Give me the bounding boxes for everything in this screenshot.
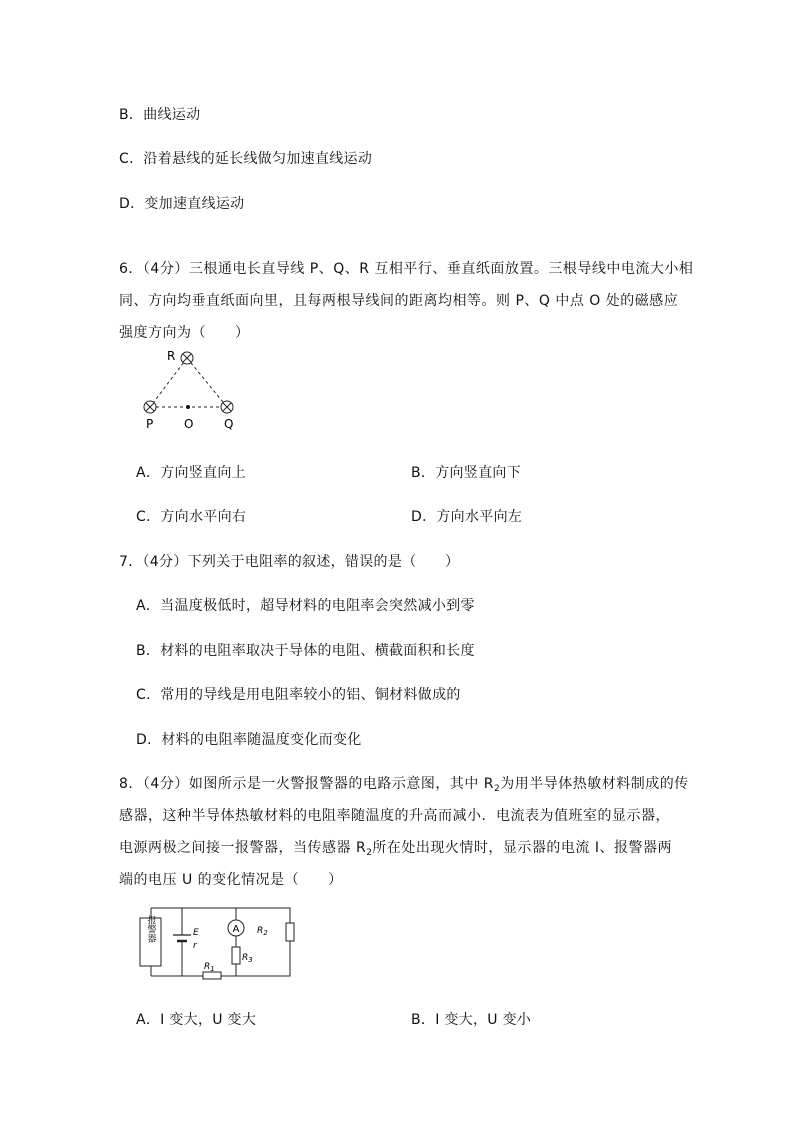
q8-stem-line-1: 8．（4分）如图所示是一火警报警器的电路示意图，其中 $R_2$为用半导体热敏材料制成的传 xyxy=(119,776,689,794)
q8-option-a: A．I 变大，U 变大 xyxy=(136,1012,257,1028)
q6-option-c: C．方向水平向右 xyxy=(136,509,247,525)
label-e: E xyxy=(193,928,199,938)
q8-circuit-diagram xyxy=(130,903,300,988)
rq-dashed-line xyxy=(187,358,227,407)
wire-q-into-page-icon xyxy=(221,401,233,413)
wire-p-into-page-icon xyxy=(144,401,156,413)
q8-stem-line-2: 感器，这种半导体热敏材料的电阻率随温度的升高而减小．电流表为值班室的显示器， xyxy=(119,808,670,824)
q6-option-d: D．方向水平向左 xyxy=(411,509,523,525)
q6-stem-line-2: 同、方向均垂直纸面向里，且每两根导线间的距离均相等。则 P、Q 中点 O 处的磁感应 xyxy=(119,293,679,309)
label-ammeter: A xyxy=(232,924,240,935)
point-o-dot xyxy=(186,405,190,409)
q6-option-a: A．方向竖直向上 xyxy=(136,465,246,481)
label-q: Q xyxy=(224,417,234,431)
resistor-r1 xyxy=(203,972,221,979)
resistor-r3 xyxy=(232,947,240,964)
resistor-r2 xyxy=(286,923,294,941)
label-o: O xyxy=(184,417,194,431)
q8-stem-line-4: 端的电压 U 的变化情况是（ ） xyxy=(119,872,343,888)
q7-option-a: A．当温度极低时，超导材料的电阻率会突然减小到零 xyxy=(136,598,475,614)
q7-option-b: B．材料的电阻率取决于导体的电阻、横截面积和长度 xyxy=(136,643,475,659)
q8-option-b: B．I 变大，U 变小 xyxy=(411,1012,532,1028)
q6-stem xyxy=(119,253,694,349)
q5-option-b: B．曲线运动 xyxy=(119,107,201,123)
q6-option-b: B．方向竖直向下 xyxy=(411,465,522,481)
label-r: R xyxy=(167,349,176,363)
q5-option-d: D．变加速直线运动 xyxy=(119,196,245,212)
q7-option-d: D．材料的电阻率随温度变化而变化 xyxy=(136,732,362,748)
label-p: P xyxy=(146,417,154,431)
q6-stem-line-3: 强度方向为（ ） xyxy=(119,325,250,341)
label-r-internal: r xyxy=(193,941,197,951)
q7-stem: 7．（4分）下列关于电阻率的叙述，错误的是（ ） xyxy=(119,554,460,570)
q6-wire-diagram xyxy=(130,340,260,435)
q8-stem xyxy=(119,768,689,896)
wire-r-into-page-icon xyxy=(181,352,193,364)
q6-stem-line-1: 6．（4分）三根通电长直导线 P、Q、R 互相平行、垂直纸面放置。三根导线中电流大小相 xyxy=(119,261,694,277)
q8-stem-line-3: 电源两极之间接一报警器，当传感器 $R_2$所在处出现火情时，显示器的电流 I、报警器两 xyxy=(119,840,672,858)
q7-option-c: C．常用的导线是用电阻率较小的铝、铜材料做成的 xyxy=(136,687,461,703)
rp-dashed-line xyxy=(150,358,187,407)
label-r1: $R_1$ xyxy=(204,962,215,973)
label-r2: $R_2$ xyxy=(257,926,268,937)
alarm-char-1: 报警器 xyxy=(145,915,156,943)
q5-option-c: C．沿着悬线的延长线做匀加速直线运动 xyxy=(119,151,373,167)
label-r3: $R_3$ xyxy=(242,953,253,964)
